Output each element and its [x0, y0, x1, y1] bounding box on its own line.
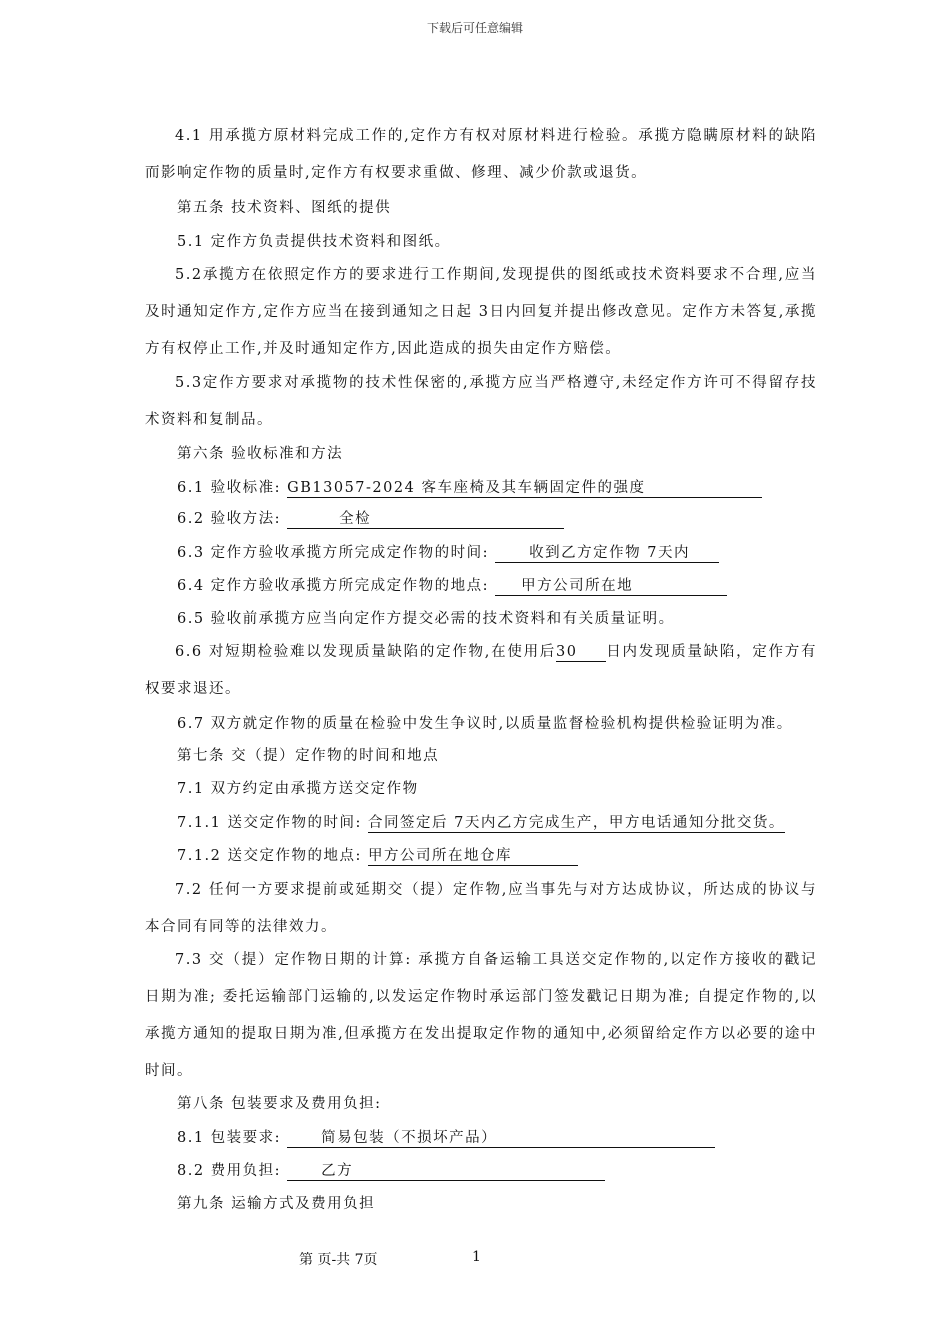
clause-4-1: 4.1 用承揽方原材料完成工作的,定作方有权对原材料进行检验。承揽方隐瞒原材料的缺陷而影响定作物的质量时,定作方有权要求重做、修理、减少价款或退货。	[145, 128, 817, 181]
defect-days-value: 30	[556, 643, 606, 662]
clause-6-6	[145, 634, 817, 708]
article-7-heading: 第七条 交（提）定作物的时间和地点	[177, 748, 440, 764]
clause-label: 7.1.1 送交定作物的时间:	[177, 815, 368, 831]
clause-6-2	[177, 501, 849, 538]
clause-text: 日内发现质量缺陷，定作方有权要求退还。	[145, 644, 817, 697]
clause-label: 6.4 定作方验收承揽方所完成定作物的地点:	[177, 578, 496, 594]
clause-text: 6.6 对短期检验难以发现质量缺陷的定作物,在使用后	[175, 644, 557, 660]
clause-label: 6.3 定作方验收承揽方所完成定作物的时间:	[177, 545, 496, 561]
clause-label: 8.2 费用负担:	[177, 1163, 288, 1179]
clause-5-2: 5.2承揽方在依照定作方的要求进行工作期间,发现提供的图纸或技术资料要求不合理,应当及时通知定作方,定作方应当在接到通知之日起 3日内回复并提出修改意见。定作方未答复,承揽方有权停止工作,并及时通知定作方,因此造成的损失由定作方赔偿。	[145, 267, 817, 357]
clause-7-1: 7.1 双方约定由承揽方送交定作物	[177, 781, 419, 797]
page-number: 1	[472, 1249, 481, 1265]
clause-7-1-1	[177, 805, 849, 842]
clause-7-3: 7.3 交（提）定作物日期的计算: 承揽方自备运输工具送交定作物的,以定作方接收的戳记日期为准; 委托运输部门运输的,以发运定作物时承运部门签发戳记日期为准; 自提定作物的,以承揽方通知的提取日期为准,但承揽方在发出提取定作物的通知中,必须留给定作方以必要的途中时间。	[145, 952, 817, 1079]
page-footer-text: 第 页-共 7页	[299, 1252, 378, 1268]
page-header: 下载后可任意编辑	[426, 21, 523, 35]
clause-label: 8.1 包装要求:	[177, 1130, 288, 1146]
clause-7-2: 7.2 任何一方要求提前或延期交（提）定作物,应当事先与对方达成协议，所达成的协议与本合同有同等的法律效力。	[145, 882, 817, 935]
clause-6-4	[177, 568, 849, 605]
inspection-time-value: 收到乙方定作物 7天内	[495, 544, 719, 563]
clause-label: 6.1 验收标准:	[177, 480, 288, 496]
clause-6-3	[177, 535, 849, 572]
clause-label: 6.2 验收方法:	[177, 511, 288, 527]
article-8-heading: 第八条 包装要求及费用负担:	[177, 1096, 382, 1112]
article-6-heading: 第六条 验收标准和方法	[177, 446, 344, 462]
clause-8-2	[177, 1153, 849, 1190]
clause-5-3: 5.3定作方要求对承揽物的技术性保密的,承揽方应当严格遵守,未经定作方许可不得留存技术资料和复制品。	[145, 375, 817, 428]
clause-5-1: 5.1 定作方负责提供技术资料和图纸。	[177, 234, 451, 250]
inspection-standard-value: GB13057-2024 客车座椅及其车辆固定件的强度	[287, 479, 762, 498]
clause-7-1-2	[177, 838, 849, 875]
article-5-heading: 第五条 技术资料、图纸的提供	[177, 200, 392, 216]
inspection-place-value: 甲方公司所在地	[495, 577, 727, 596]
delivery-place-value: 甲方公司所在地仓库	[368, 847, 578, 866]
clause-8-1	[177, 1120, 849, 1157]
inspection-method-value: 全检	[287, 510, 564, 529]
delivery-time-value: 合同签定后 7天内乙方完成生产，甲方电话通知分批交货。	[368, 815, 785, 831]
article-9-heading: 第九条 运输方式及费用负担	[177, 1196, 376, 1212]
clause-label: 7.1.2 送交定作物的地点:	[177, 848, 368, 864]
packaging-requirement-value: 简易包装（不损坏产品）	[287, 1129, 715, 1148]
clause-6-7: 6.7 双方就定作物的质量在检验中发生争议时,以质量监督检验机构提供检验证明为准。	[177, 716, 793, 732]
cost-bearer-value: 乙方	[287, 1162, 605, 1181]
clause-6-5: 6.5 验收前承揽方应当向定作方提交必需的技术资料和有关质量证明。	[177, 611, 675, 627]
